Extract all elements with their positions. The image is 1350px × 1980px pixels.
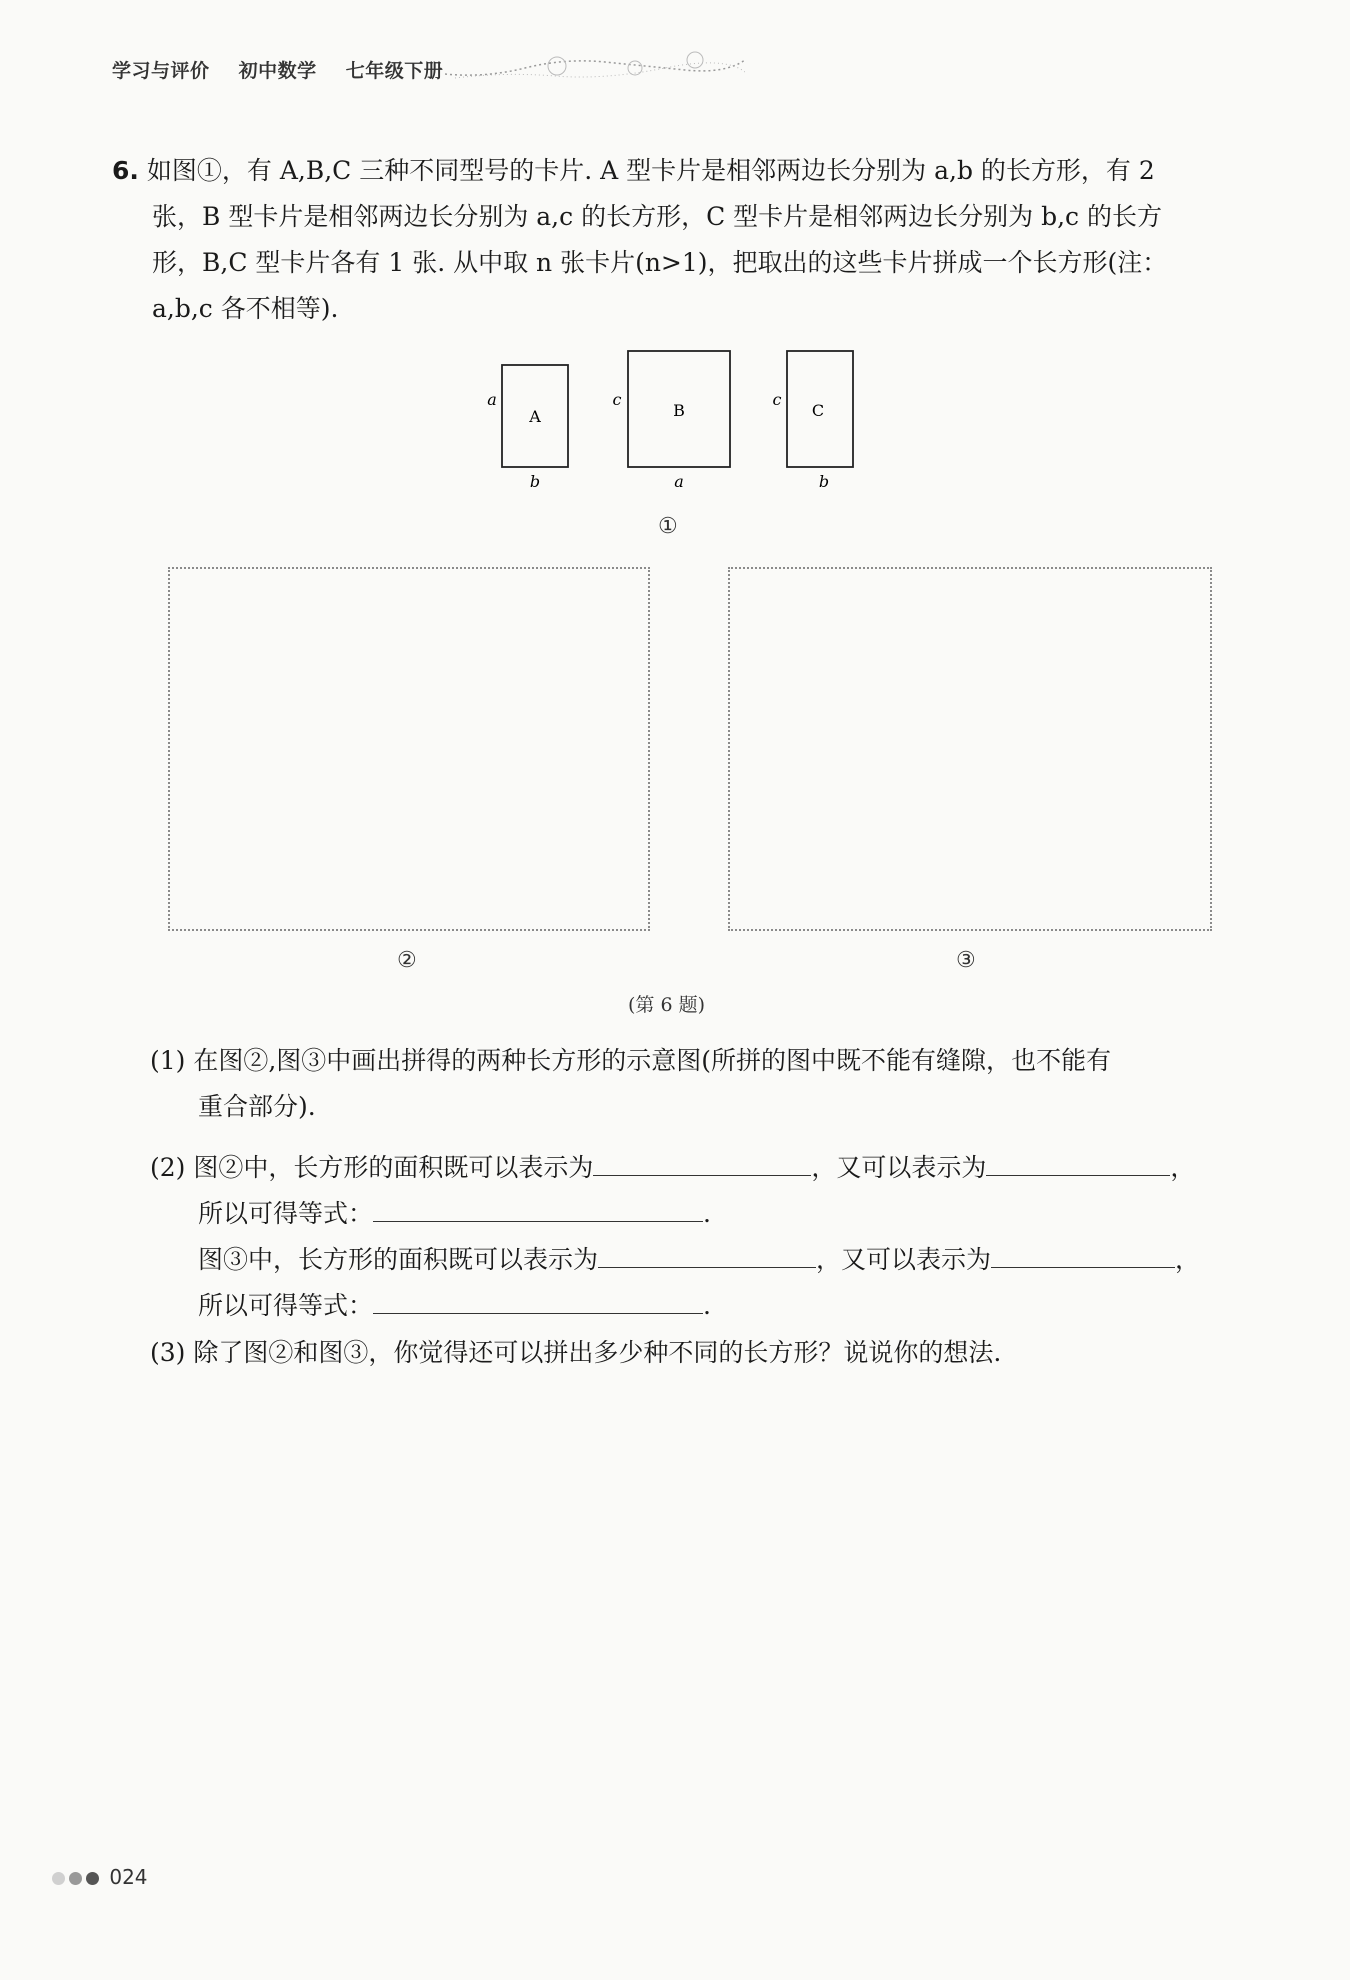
card-a — [487, 365, 568, 491]
part-2-line-3: 图③中，长方形的面积既可以表示为 ，又可以表示为 ， — [150, 1237, 1240, 1283]
question-line-4: a,b,c 各不相等). — [152, 294, 339, 323]
card-b-bottom: a — [674, 472, 684, 491]
footer-dot-icon — [69, 1872, 82, 1885]
part-3-line-1: (3) 除了图②和图③，你觉得还可以拼出多少种不同的长方形？说说你的想法. — [150, 1338, 1002, 1367]
part-2-line-4: 所以可得等式： . — [150, 1283, 1240, 1329]
answer-blank-2f[interactable] — [373, 1285, 703, 1314]
figure-2-drawing-area[interactable] — [168, 567, 650, 931]
header-decoration — [445, 48, 745, 88]
footer-dot-icon — [86, 1872, 99, 1885]
page-number: 024 — [109, 1865, 148, 1889]
card-a-bottom: b — [529, 472, 541, 491]
card-a-name: A — [529, 407, 541, 426]
card-b — [613, 351, 730, 491]
question-line-3: 形，B,C 型卡片各有 1 张. 从中取 n 张卡片(n>1)，把取出的这些卡片拼成一个长方形(注： — [152, 248, 1168, 277]
figure-3-label: ③ — [956, 948, 976, 973]
footer-dot-icon — [52, 1872, 65, 1885]
answer-blank-2c[interactable] — [373, 1193, 703, 1222]
card-c-bottom: b — [818, 472, 830, 491]
answer-blank-2a[interactable] — [593, 1147, 811, 1176]
part-2-line-2: 所以可得等式： . — [150, 1191, 1240, 1237]
card-b-name: B — [673, 401, 685, 420]
question-line-2: 张，B 型卡片是相邻两边长分别为 a,c 的长方形，C 型卡片是相邻两边长分别为 b,c 的长方 — [152, 202, 1162, 231]
answer-blank-2e[interactable] — [991, 1239, 1175, 1268]
page-header — [112, 56, 465, 83]
card-c — [773, 351, 853, 491]
header-series: 学习与评价 — [112, 60, 210, 82]
card-b-side: c — [612, 390, 622, 409]
header-grade: 七年级下册 — [345, 60, 444, 82]
answer-blank-2b[interactable] — [986, 1147, 1170, 1176]
figure-1-label: ① — [658, 514, 678, 539]
figure-2-label: ② — [397, 948, 417, 973]
question-line-1: 6. 如图①，有 A,B,C 三种不同型号的卡片. A 型卡片是相邻两边长分别为 a,b 的长方形，有 2 — [112, 156, 1155, 185]
figure-3-drawing-area[interactable] — [728, 567, 1212, 931]
figure-caption: (第 6 题) — [628, 994, 705, 1016]
answer-blank-2d[interactable] — [598, 1239, 816, 1268]
part-2 — [150, 1145, 1240, 1329]
part-1 — [150, 1038, 1240, 1130]
figure-cards — [480, 345, 880, 505]
part-2-line-1: (2) 图②中，长方形的面积既可以表示为 ，又可以表示为 ， — [150, 1145, 1240, 1191]
question-number: 6. — [112, 156, 139, 185]
part-1-line-2: 重合部分). — [198, 1092, 316, 1121]
card-c-name: C — [811, 401, 825, 420]
header-subject: 初中数学 — [238, 60, 317, 82]
part-3 — [150, 1330, 1240, 1376]
page-footer — [52, 1865, 148, 1889]
card-a-side: a — [487, 390, 497, 409]
card-c-side: c — [772, 390, 782, 409]
part-1-line-1: (1) 在图②,图③中画出拼得的两种长方形的示意图(所拼的图中既不能有缝隙，也不能有 — [150, 1046, 1112, 1075]
question-6 — [112, 148, 1232, 332]
